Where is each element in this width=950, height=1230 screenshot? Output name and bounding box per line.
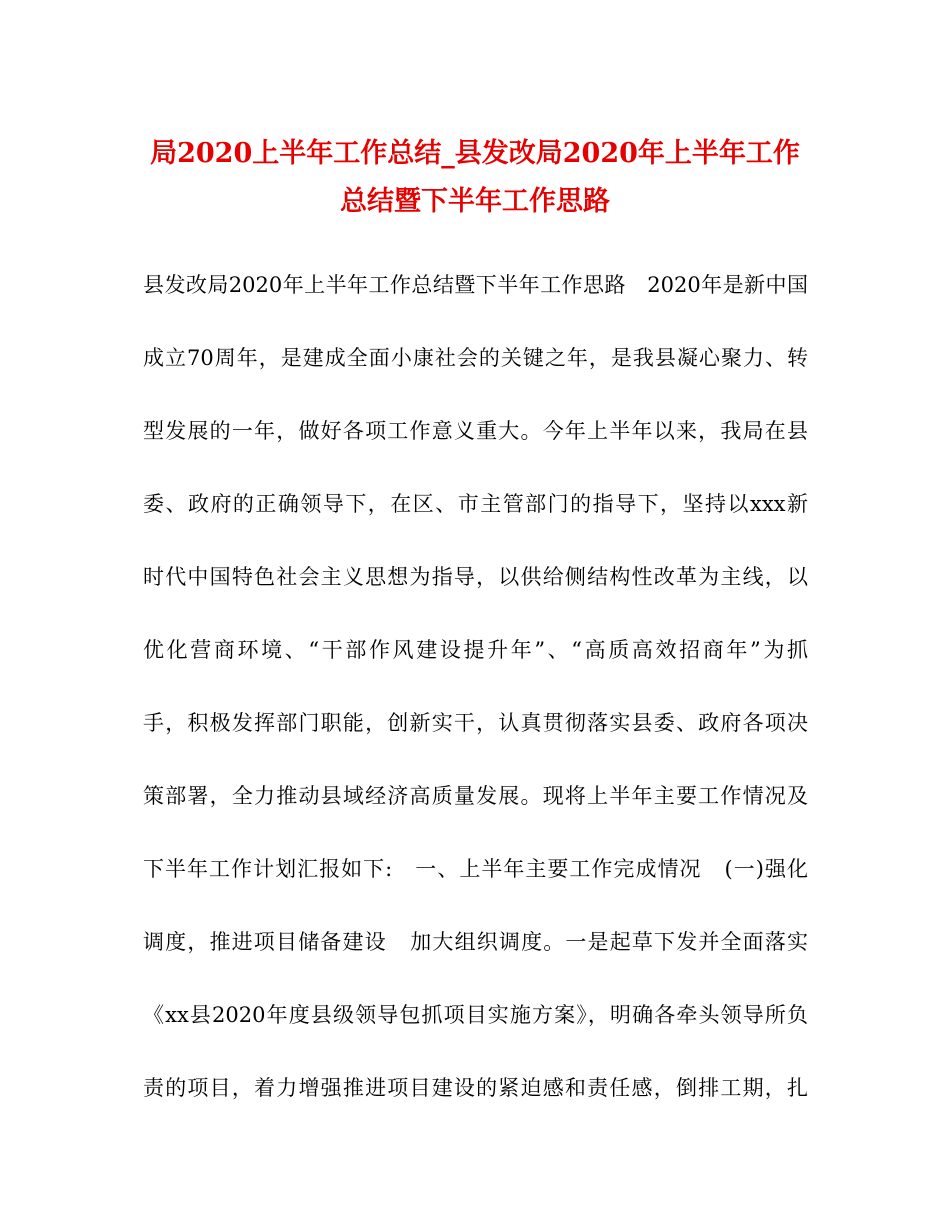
body-line-1: 县发改局2020年上半年工作总结暨下半年工作思路 2020年是新中国 bbox=[143, 273, 808, 297]
body-line-6: 优化营商环境、“干部作风建设提升年”、“高质高效招商年”为抓 bbox=[143, 638, 808, 662]
body-line-10: 调度，推进项目储备建设 加大组织调度。一是起草下发并全面落实 bbox=[143, 930, 808, 954]
body-line-2: 成立70周年，是建成全面小康社会的关键之年，是我县凝心聚力、转 bbox=[143, 346, 808, 370]
body-line-12: 责的项目，着力增强推进项目建设的紧迫感和责任感，倒排工期，扎 bbox=[143, 1076, 808, 1100]
document-title-line-2: 总结暨下半年工作思路 bbox=[340, 186, 610, 217]
body-line-3: 型发展的一年，做好各项工作意义重大。今年上半年以来，我局在县 bbox=[143, 419, 808, 443]
body-line-7: 手，积极发挥部门职能，创新实干，认真贯彻落实县委、政府各项决 bbox=[143, 711, 808, 735]
body-line-8: 策部署，全力推动县域经济高质量发展。现将上半年主要工作情况及 bbox=[143, 784, 808, 808]
body-line-5: 时代中国特色社会主义思想为指导，以供给侧结构性改革为主线，以 bbox=[143, 565, 808, 589]
body-line-9: 下半年工作计划汇报如下: 一、上半年主要工作完成情况 (一)强化 bbox=[143, 857, 808, 881]
document-title-line-1: 局2020上半年工作总结_县发改局2020年上半年工作 bbox=[150, 138, 800, 169]
body-line-11: 《xx县2020年度县级领导包抓项目实施方案》，明确各牵头领导所负 bbox=[143, 1003, 808, 1027]
body-line-4: 委、政府的正确领导下，在区、市主管部门的指导下，坚持以xxx新 bbox=[143, 492, 808, 516]
